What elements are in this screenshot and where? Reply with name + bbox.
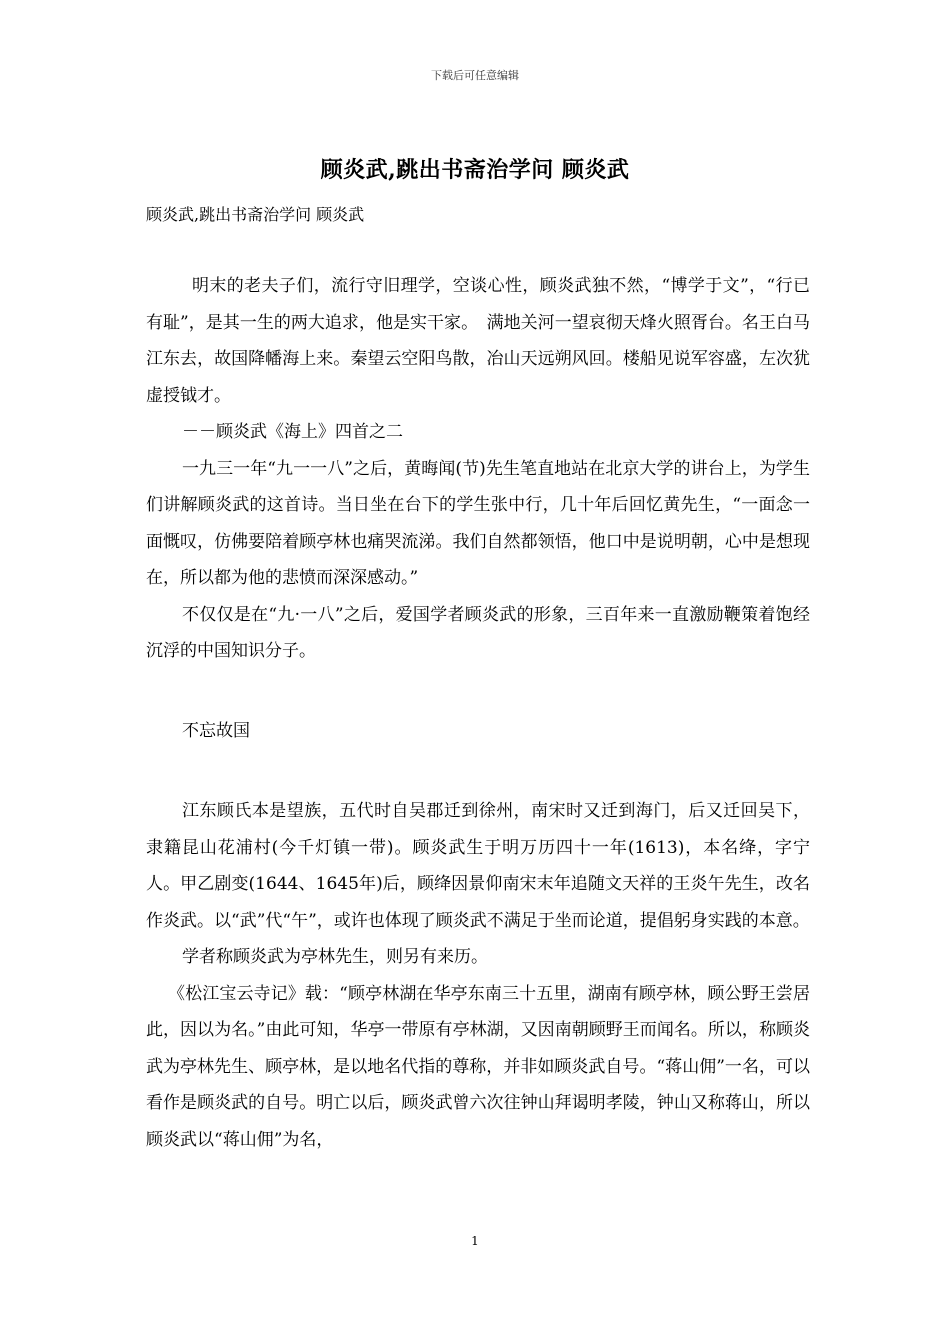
paragraph: 《松江宝云寺记》载：“顾亭林湖在华亭东南三十五里，湖南有顾亭林，顾公野王尝居此，因以为名。”由此可知，华亭一带原有亭林湖，又因南朝顾野王而闻名。所以，称顾炎武为亭林先生、顾亭林，是以地名代指的尊称，并非如顾炎武自号。“蒋山佣”一名，可以看作是顾炎武的自号。明亡以后，顾炎武曾六次往钟山拜谒明孝陵，钟山又称蒋山，所以顾炎武以“蒋山佣”为名，	[146, 983, 810, 1150]
paragraph: 不仅仅是在“九·一八”之后，爱国学者顾炎武的形象，三百年来一直激励鞭策着饱经沉浮的中国知识分子。	[146, 604, 810, 661]
section-heading: 不忘故国	[182, 721, 250, 741]
paragraph: 学者称顾炎武为亭林先生，则另有来历。	[182, 947, 488, 967]
document-subtitle: 顾炎武,跳出书斋治学问 顾炎武	[146, 205, 365, 224]
section-heading-block	[146, 713, 810, 750]
paragraph: 明末的老夫子们，流行守旧理学，空谈心性，顾炎武独不然，“博学于文”，“行已有耻”，是其一生的两大追求，他是实干家。 满地关河一望哀彻天烽火照胥台。名王白马江东去，故国降幡海上来。秦望云空阳鸟散，冶山天远朔风回。楼船见说军容盛，左次犹虚授钺才。	[146, 276, 810, 406]
section-body	[146, 793, 810, 1158]
paragraph: 一九三一年“九一一八”之后，黄晦闻(节)先生笔直地站在北京大学的讲台上，为学生们讲解顾炎武的这首诗。当日坐在台下的学生张中行，几十年后回忆黄先生，“一面念一面慨叹，仿佛要陪着顾亭林也痛哭流涕。我们自然都领悟，他口中是说明朝，心中是想现在，所以都为他的悲愤而深深感动。”	[146, 458, 810, 588]
document-title: 顾炎武,跳出书斋治学问 顾炎武	[320, 157, 630, 183]
intro-section	[146, 268, 810, 670]
header-note: 下载后可任意编辑	[431, 69, 519, 82]
poem-attribution: －－顾炎武《海上》四首之二	[182, 422, 403, 442]
page-number: 1	[471, 1234, 479, 1248]
paragraph: 江东顾氏本是望族，五代时自吴郡迁到徐州，南宋时又迁到海门，后又迁回吴下，隶籍昆山花浦村(今千灯镇一带)。顾炎武生于明万历四十一年(1613)，本名绛，字宁人。甲乙剧变(1644、1645年)后，顾绛因景仰南宋末年追随文天祥的王炎午先生，改名作炎武。以“武”代“午”，或许也体现了顾炎武不满足于坐而论道，提倡躬身实践的本意。	[146, 801, 810, 931]
